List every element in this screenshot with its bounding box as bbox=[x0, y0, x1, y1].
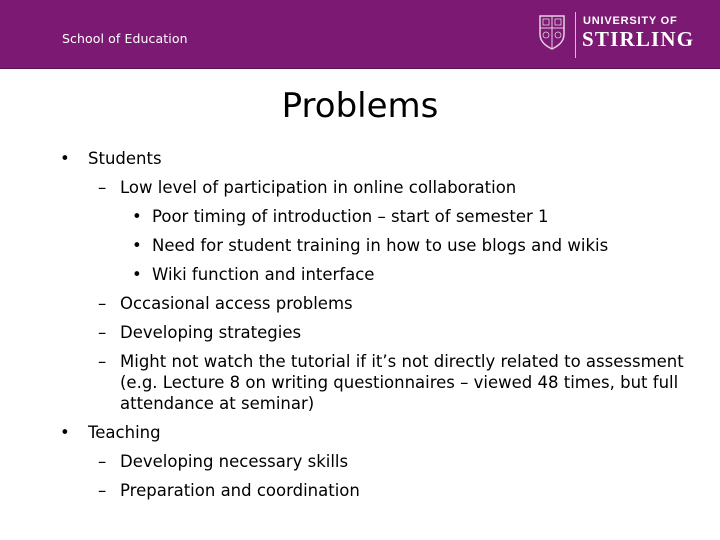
bullet-marker: • bbox=[132, 236, 142, 255]
dash-marker: – bbox=[98, 452, 107, 471]
list-item-text: Poor timing of introduction – start of semester 1 bbox=[152, 207, 549, 226]
header-bar bbox=[0, 0, 720, 69]
dash-marker: – bbox=[98, 352, 107, 371]
list-item-text: Might not watch the tutorial if it’s not directly related to assessment (e.g. Lecture 8 on writing questionnaires – viewed 48 times, but full attendance at seminar) bbox=[120, 352, 684, 413]
list-item bbox=[60, 318, 700, 347]
university-crest-icon bbox=[538, 14, 566, 50]
bullet-marker: • bbox=[132, 265, 142, 284]
list-item-text: Developing strategies bbox=[120, 323, 302, 342]
list-item-text: Need for student training in how to use blogs and wikis bbox=[152, 236, 609, 255]
list-item bbox=[60, 231, 700, 260]
list-item-text: Teaching bbox=[88, 423, 161, 442]
slide-title: Problems bbox=[281, 86, 439, 126]
department-label: School of Education bbox=[62, 31, 188, 46]
list-item bbox=[60, 418, 700, 447]
list-item bbox=[60, 260, 700, 289]
list-item-text: Students bbox=[88, 149, 162, 168]
list-item-text: Occasional access problems bbox=[120, 294, 353, 313]
bullet-marker: • bbox=[60, 423, 70, 442]
university-name-top: UNIVERSITY OF bbox=[583, 15, 678, 27]
dash-marker: – bbox=[98, 294, 107, 313]
bullet-marker: • bbox=[60, 149, 70, 168]
list-item-text: Wiki function and interface bbox=[152, 265, 375, 284]
dash-marker: – bbox=[98, 323, 107, 342]
list-item-text: Low level of participation in online collaboration bbox=[120, 178, 517, 197]
list-item bbox=[60, 347, 700, 418]
list-item-text: Developing necessary skills bbox=[120, 452, 349, 471]
bullet-list bbox=[60, 144, 700, 505]
list-item bbox=[60, 476, 700, 505]
list-item bbox=[60, 144, 700, 173]
list-item bbox=[60, 447, 700, 476]
dash-marker: – bbox=[98, 481, 107, 500]
bullet-marker: • bbox=[132, 207, 142, 226]
list-item bbox=[60, 173, 700, 202]
list-item-text: Preparation and coordination bbox=[120, 481, 360, 500]
university-name-main: STIRLING bbox=[582, 27, 695, 51]
dash-marker: – bbox=[98, 178, 107, 197]
list-item bbox=[60, 202, 700, 231]
logo-divider bbox=[575, 12, 576, 58]
list-item bbox=[60, 289, 700, 318]
